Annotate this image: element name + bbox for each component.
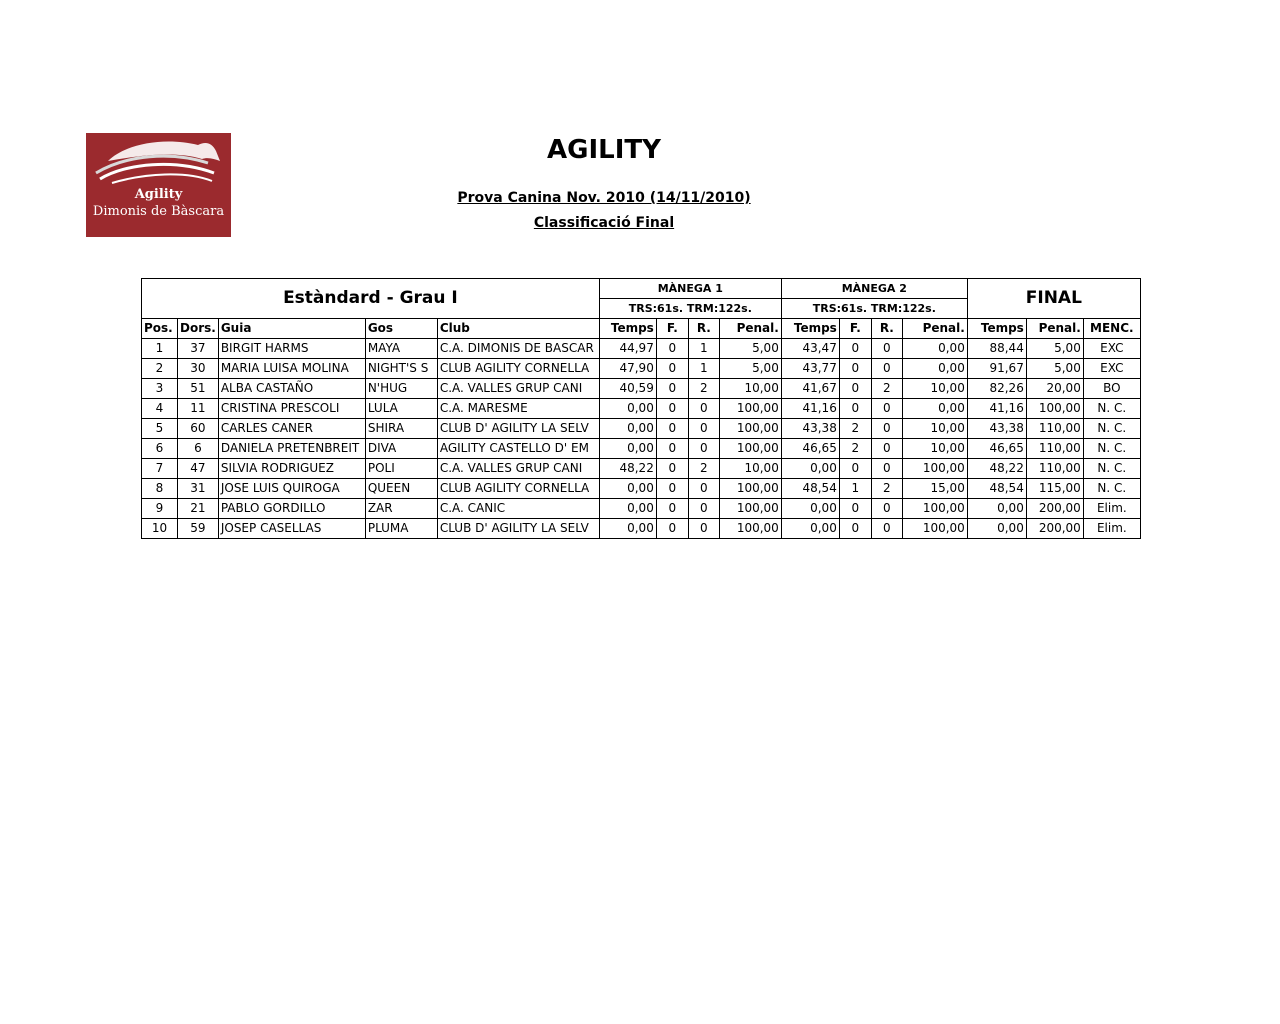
table-cell: 43,77: [781, 359, 839, 379]
table-row: [142, 399, 1141, 419]
table-cell: CRISTINA PRESCOLI: [218, 399, 365, 419]
table-cell: N. C.: [1083, 439, 1140, 459]
table-row: [142, 459, 1141, 479]
table-cell: 0: [871, 419, 902, 439]
manega2-times: TRS:61s. TRM:122s.: [781, 299, 967, 319]
table-cell: 0,00: [902, 339, 967, 359]
table-cell: EXC: [1083, 359, 1140, 379]
table-cell: 0: [656, 339, 688, 359]
table-cell: 47,90: [599, 359, 656, 379]
table-cell: CLUB D' AGILITY LA SELV: [437, 519, 599, 539]
table-cell: 48,22: [599, 459, 656, 479]
table-cell: MAYA: [365, 339, 437, 359]
table-cell: 100,00: [719, 399, 781, 419]
column-header: Gos: [365, 319, 437, 339]
table-cell: JOSE LUIS QUIROGA: [218, 479, 365, 499]
table-cell: 11: [178, 399, 219, 419]
table-cell: 0: [871, 439, 902, 459]
table-cell: 110,00: [1026, 439, 1083, 459]
table-cell: JOSEP CASELLAS: [218, 519, 365, 539]
table-cell: 31: [178, 479, 219, 499]
table-cell: 10,00: [719, 379, 781, 399]
table-cell: C.A. VALLES GRUP CANI: [437, 379, 599, 399]
table-cell: 5,00: [1026, 359, 1083, 379]
table-cell: 9: [142, 499, 178, 519]
table-cell: CLUB D' AGILITY LA SELV: [437, 419, 599, 439]
table-cell: 82,26: [967, 379, 1026, 399]
column-header: Penal.: [719, 319, 781, 339]
table-cell: 0,00: [902, 399, 967, 419]
table-cell: NIGHT'S S: [365, 359, 437, 379]
column-header: MENC.: [1083, 319, 1140, 339]
table-cell: 6: [178, 439, 219, 459]
table-cell: 0,00: [967, 499, 1026, 519]
table-cell: 0: [839, 399, 871, 419]
table-cell: 7: [142, 459, 178, 479]
table-row: [142, 419, 1141, 439]
dog-silhouette-icon: [86, 133, 231, 237]
table-cell: 0: [656, 359, 688, 379]
table-cell: EXC: [1083, 339, 1140, 359]
club-logo: [86, 133, 231, 237]
table-cell: 48,54: [967, 479, 1026, 499]
table-cell: CARLES CANER: [218, 419, 365, 439]
final-header: FINAL: [967, 279, 1140, 319]
table-row: [142, 439, 1141, 459]
table-cell: 2: [839, 419, 871, 439]
table-cell: 200,00: [1026, 499, 1083, 519]
table-cell: 110,00: [1026, 419, 1083, 439]
table-cell: C.A. CANIC: [437, 499, 599, 519]
table-cell: Elim.: [1083, 499, 1140, 519]
table-cell: 2: [688, 459, 719, 479]
table-cell: MARIA LUISA MOLINA: [218, 359, 365, 379]
table-cell: 0: [839, 459, 871, 479]
manega1-times: TRS:61s. TRM:122s.: [599, 299, 781, 319]
table-cell: 15,00: [902, 479, 967, 499]
table-cell: 0: [839, 359, 871, 379]
table-cell: 43,38: [781, 419, 839, 439]
table-cell: 59: [178, 519, 219, 539]
table-cell: 4: [142, 399, 178, 419]
table-cell: 20,00: [1026, 379, 1083, 399]
column-header: R.: [688, 319, 719, 339]
table-cell: C.A. DIMONIS DE BASCAR: [437, 339, 599, 359]
table-cell: 0: [871, 519, 902, 539]
table-cell: 100,00: [902, 519, 967, 539]
table-cell: DIVA: [365, 439, 437, 459]
table-cell: 100,00: [1026, 399, 1083, 419]
table-cell: 0: [656, 399, 688, 419]
table-cell: 0: [656, 479, 688, 499]
table-cell: 48,54: [781, 479, 839, 499]
table-cell: 0,00: [599, 419, 656, 439]
table-cell: 46,65: [967, 439, 1026, 459]
results-table: [141, 278, 1141, 539]
table-cell: 0,00: [599, 399, 656, 419]
table-cell: 47: [178, 459, 219, 479]
table-cell: 100,00: [719, 519, 781, 539]
table-cell: 0: [839, 519, 871, 539]
table-cell: 0,00: [902, 359, 967, 379]
table-cell: 1: [142, 339, 178, 359]
table-cell: 0,00: [967, 519, 1026, 539]
table-cell: 0: [871, 459, 902, 479]
column-header: Pos.: [142, 319, 178, 339]
table-cell: 37: [178, 339, 219, 359]
table-cell: CLUB AGILITY CORNELLA: [437, 359, 599, 379]
table-cell: 0: [871, 359, 902, 379]
table-cell: C.A. VALLES GRUP CANI: [437, 459, 599, 479]
table-cell: 2: [871, 479, 902, 499]
table-cell: 0: [656, 419, 688, 439]
event-subtitle: Prova Canina Nov. 2010 (14/11/2010): [457, 190, 751, 206]
page-title: AGILITY: [547, 135, 661, 165]
table-cell: 0: [656, 459, 688, 479]
column-header: F.: [656, 319, 688, 339]
table-cell: 0: [871, 499, 902, 519]
table-cell: 10,00: [902, 439, 967, 459]
table-row: [142, 339, 1141, 359]
column-header: F.: [839, 319, 871, 339]
table-cell: 115,00: [1026, 479, 1083, 499]
column-header: Temps: [967, 319, 1026, 339]
table-cell: 0: [839, 499, 871, 519]
table-cell: 0,00: [599, 439, 656, 459]
table-cell: CLUB AGILITY CORNELLA: [437, 479, 599, 499]
table-cell: 2: [839, 439, 871, 459]
logo-text-club: Dimonis de Bàscara: [92, 204, 225, 219]
table-cell: BO: [1083, 379, 1140, 399]
table-cell: 1: [688, 339, 719, 359]
table-cell: 0,00: [599, 479, 656, 499]
table-cell: 5,00: [1026, 339, 1083, 359]
table-cell: 10,00: [902, 419, 967, 439]
category-header: Estàndard - Grau I: [142, 279, 600, 319]
table-cell: 100,00: [902, 499, 967, 519]
table-cell: 2: [871, 379, 902, 399]
table-cell: 88,44: [967, 339, 1026, 359]
table-cell: 41,67: [781, 379, 839, 399]
table-cell: 41,16: [781, 399, 839, 419]
table-cell: 8: [142, 479, 178, 499]
table-cell: 60: [178, 419, 219, 439]
table-cell: N. C.: [1083, 419, 1140, 439]
table-cell: 40,59: [599, 379, 656, 399]
table-cell: 2: [142, 359, 178, 379]
table-cell: POLI: [365, 459, 437, 479]
table-cell: 0: [839, 339, 871, 359]
table-cell: 41,16: [967, 399, 1026, 419]
table-cell: 0: [656, 439, 688, 459]
table-cell: 200,00: [1026, 519, 1083, 539]
table-cell: BIRGIT HARMS: [218, 339, 365, 359]
table-cell: 10,00: [719, 459, 781, 479]
table-cell: 5: [142, 419, 178, 439]
table-cell: 0: [688, 519, 719, 539]
column-header: Guia: [218, 319, 365, 339]
results-body: [142, 339, 1141, 539]
table-cell: 0,00: [781, 519, 839, 539]
manega2-header: MÀNEGA 2: [781, 279, 967, 299]
table-cell: N. C.: [1083, 399, 1140, 419]
table-cell: 0: [656, 499, 688, 519]
table-row: [142, 479, 1141, 499]
table-cell: Elim.: [1083, 519, 1140, 539]
table-cell: PLUMA: [365, 519, 437, 539]
table-cell: 0: [871, 339, 902, 359]
table-cell: 1: [688, 359, 719, 379]
classification-subtitle: Classificació Final: [533, 215, 675, 231]
manega1-header: MÀNEGA 1: [599, 279, 781, 299]
table-cell: 48,22: [967, 459, 1026, 479]
column-header: Dors.: [178, 319, 219, 339]
table-cell: LULA: [365, 399, 437, 419]
table-cell: 2: [688, 379, 719, 399]
logo-text-agility: Agility: [134, 187, 183, 202]
table-cell: 0: [688, 399, 719, 419]
table-cell: 46,65: [781, 439, 839, 459]
table-cell: 0,00: [781, 459, 839, 479]
column-header: Temps: [781, 319, 839, 339]
table-cell: SILVIA RODRIGUEZ: [218, 459, 365, 479]
table-cell: ZAR: [365, 499, 437, 519]
table-cell: ALBA CASTAÑO: [218, 379, 365, 399]
table-cell: 0: [839, 379, 871, 399]
table-cell: C.A. MARESME: [437, 399, 599, 419]
table-cell: 43,47: [781, 339, 839, 359]
table-cell: 100,00: [902, 459, 967, 479]
table-cell: 10,00: [902, 379, 967, 399]
table-cell: 0: [656, 379, 688, 399]
table-cell: N. C.: [1083, 479, 1140, 499]
table-cell: N. C.: [1083, 459, 1140, 479]
table-cell: 100,00: [719, 479, 781, 499]
table-cell: 0: [656, 519, 688, 539]
table-cell: 91,67: [967, 359, 1026, 379]
column-header: Penal.: [1026, 319, 1083, 339]
table-cell: 0,00: [781, 499, 839, 519]
table-cell: QUEEN: [365, 479, 437, 499]
table-cell: 0,00: [599, 519, 656, 539]
table-cell: 5,00: [719, 359, 781, 379]
table-cell: 110,00: [1026, 459, 1083, 479]
table-cell: 6: [142, 439, 178, 459]
table-cell: PABLO GORDILLO: [218, 499, 365, 519]
column-header-row: [142, 319, 1141, 339]
table-cell: 30: [178, 359, 219, 379]
table-cell: AGILITY CASTELLO D' EM: [437, 439, 599, 459]
table-row: [142, 379, 1141, 399]
column-header: Temps: [599, 319, 656, 339]
table-cell: 21: [178, 499, 219, 519]
table-cell: 0: [688, 499, 719, 519]
table-cell: 0: [688, 439, 719, 459]
table-cell: 100,00: [719, 439, 781, 459]
table-cell: 0,00: [599, 499, 656, 519]
column-header: Penal.: [902, 319, 967, 339]
table-row: [142, 359, 1141, 379]
table-cell: 44,97: [599, 339, 656, 359]
column-header: R.: [871, 319, 902, 339]
table-row: [142, 499, 1141, 519]
table-cell: 3: [142, 379, 178, 399]
table-cell: 0: [688, 479, 719, 499]
table-cell: 43,38: [967, 419, 1026, 439]
column-header: Club: [437, 319, 599, 339]
table-cell: 0: [688, 419, 719, 439]
table-cell: DANIELA PRETENBREIT: [218, 439, 365, 459]
table-cell: 100,00: [719, 419, 781, 439]
table-cell: 51: [178, 379, 219, 399]
table-cell: SHIRA: [365, 419, 437, 439]
table-row: [142, 519, 1141, 539]
table-cell: N'HUG: [365, 379, 437, 399]
table-cell: 0: [871, 399, 902, 419]
table-cell: 1: [839, 479, 871, 499]
table-cell: 100,00: [719, 499, 781, 519]
table-cell: 5,00: [719, 339, 781, 359]
table-cell: 10: [142, 519, 178, 539]
